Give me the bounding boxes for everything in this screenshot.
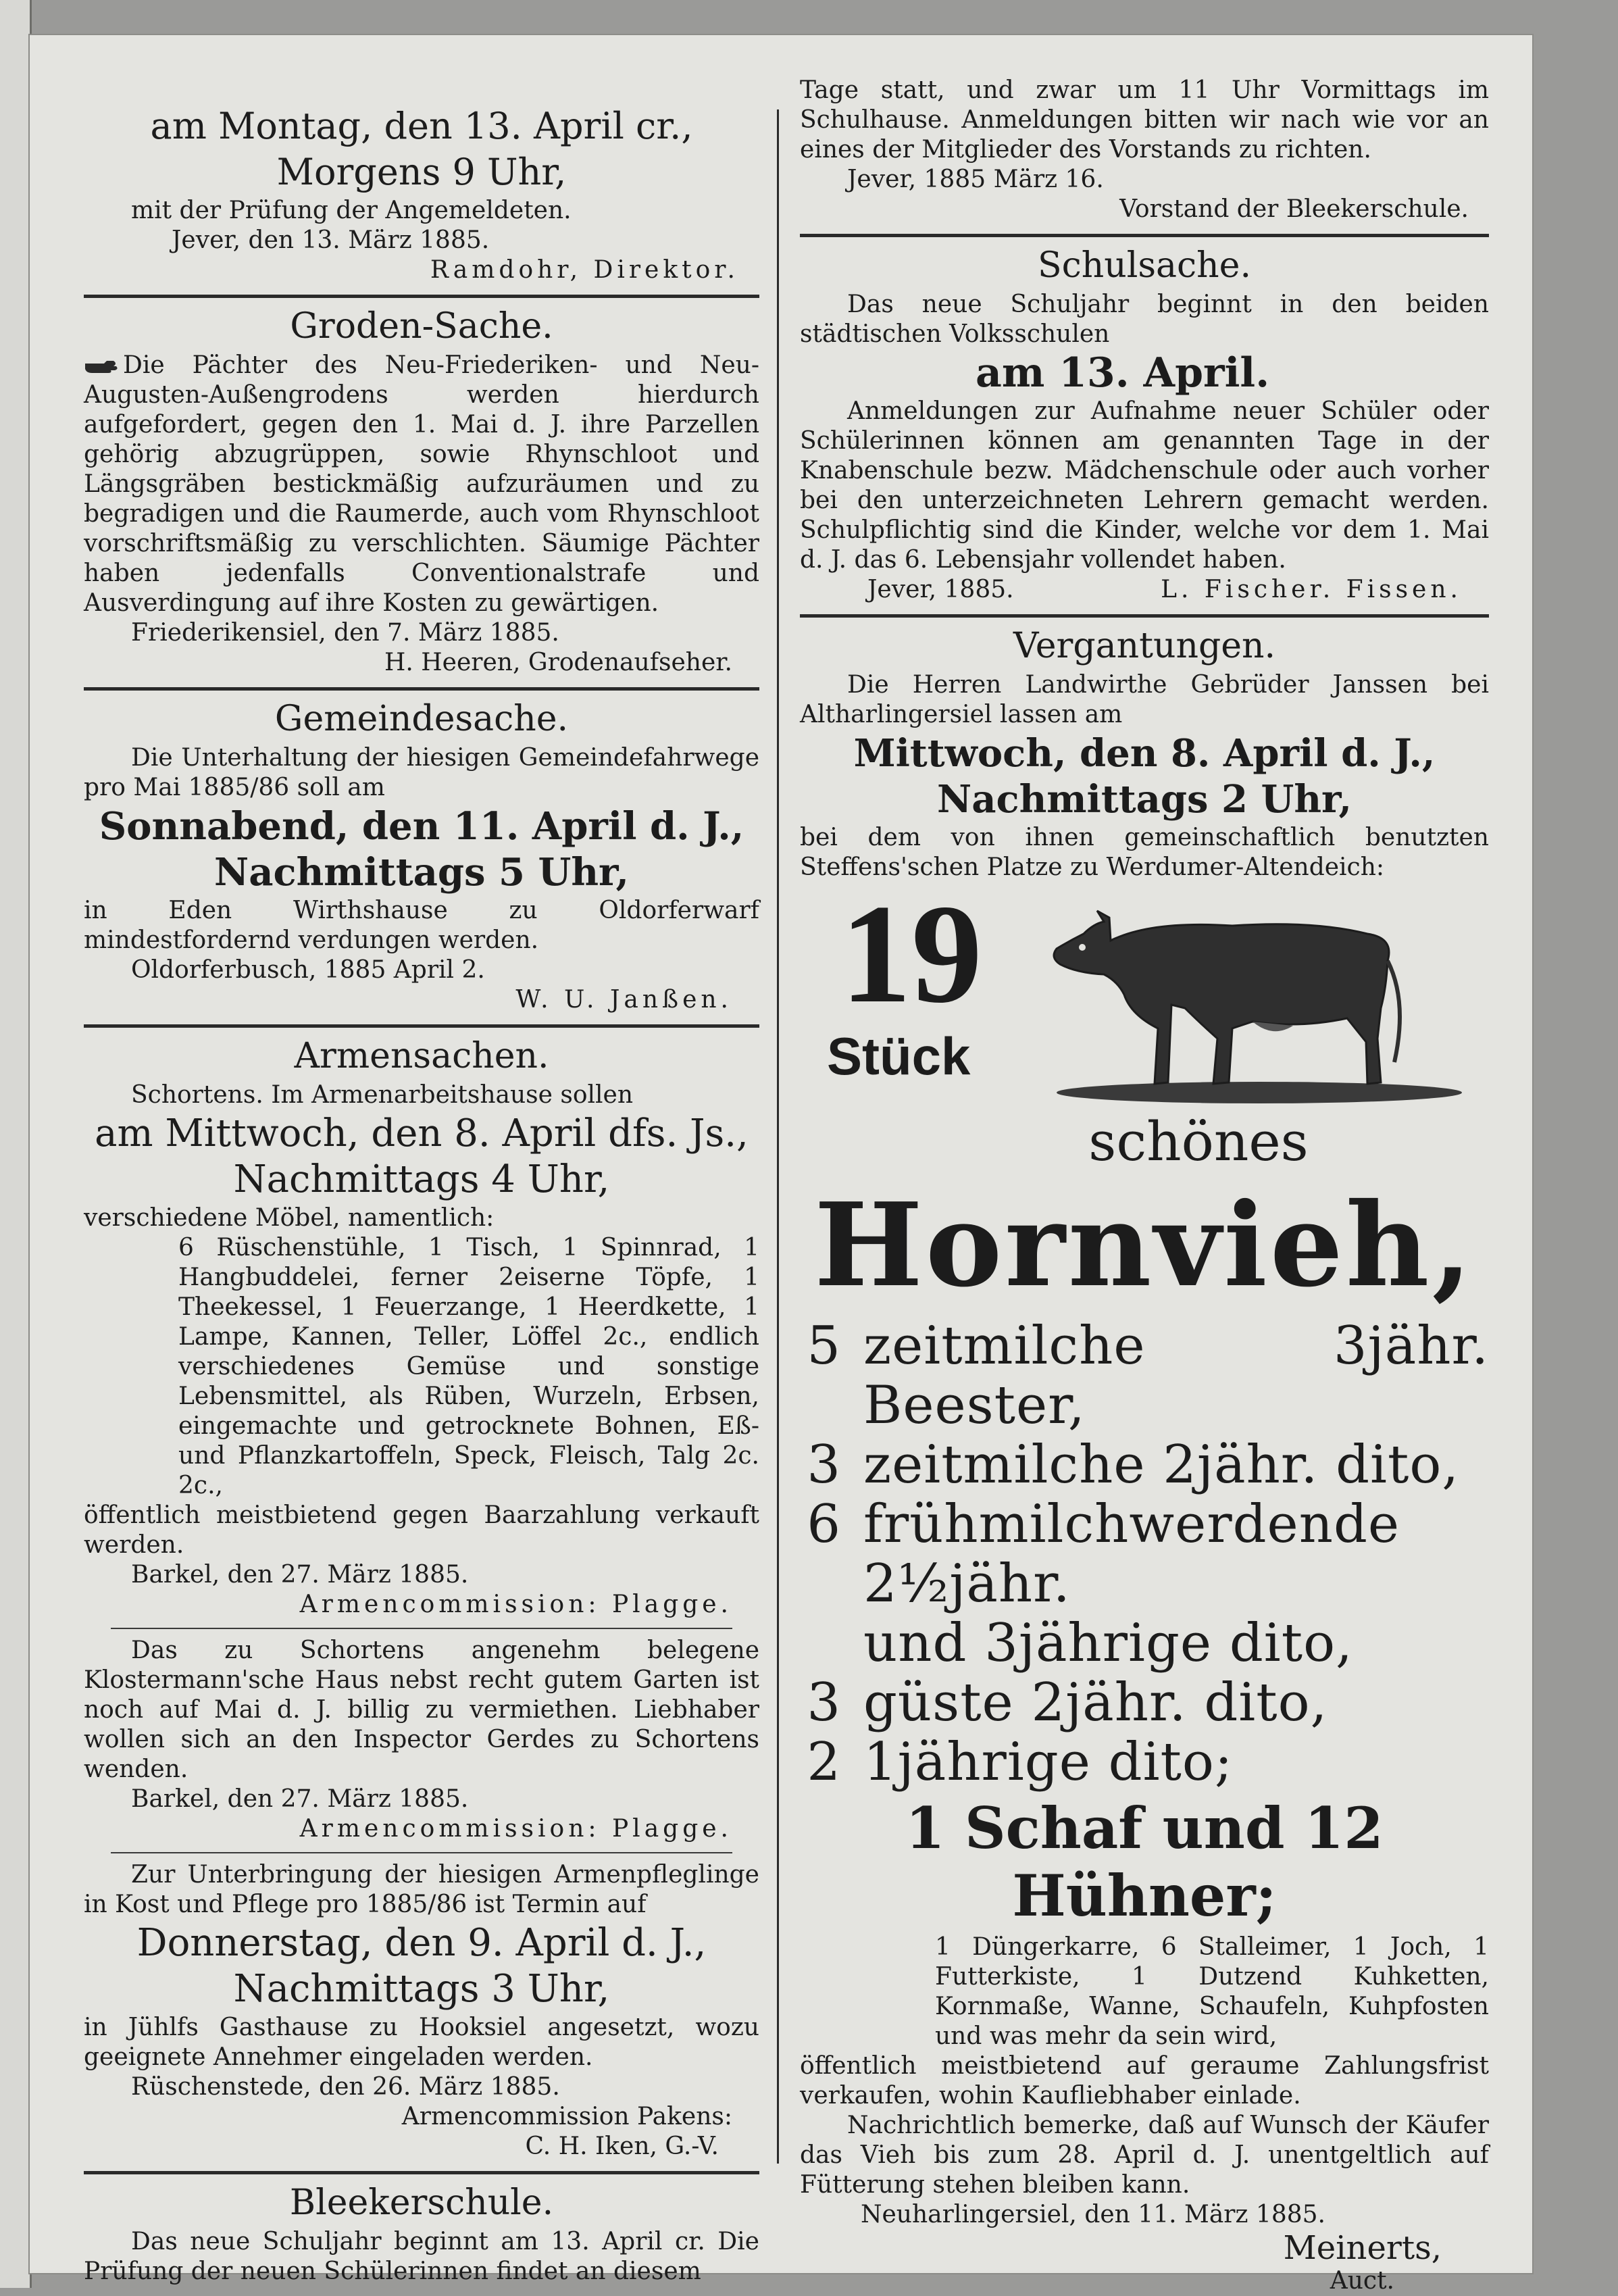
big-number: 19 (840, 876, 982, 1032)
ad-schul (800, 245, 1489, 605)
bleeker-body: Das neue Schuljahr beginnt am 13. April cr. Die Prüfung der neuen Schülerinnen findet an diesem (84, 2228, 759, 2285)
vergant-signature1: Meinerts, (1283, 2229, 1442, 2267)
groden-body (84, 351, 759, 618)
cattle-count: 3 (807, 1434, 840, 1495)
armen-items: 6 Rüschenstühle, 1 Tisch, 1 Spinnrad, 1 Hangbuddelei, ferner 2eiserne Töpfe, 1 Theekessel, 1 Feuerzange, 1 Heerdkette, 1 Lampe, Kannen, Teller, Löffel 2c., endlich verschiedenes Gemüse und sonstige Lebensmittel, als Rüben, Wurzeln, Erbsen, eingemachte und getrocknete Bohnen, Eß- und Pflanzkartoffeln, Speck, Fleisch, Talg 2c. 2c., (178, 1234, 759, 1499)
bleeker-heading: Bleekerschule. (289, 2182, 554, 2223)
schul-date: am 13. April. (976, 349, 1270, 397)
pointing-hand-icon (84, 358, 119, 376)
separator-rule (800, 234, 1489, 237)
separator-rule (84, 687, 759, 691)
newspaper-page (30, 35, 1532, 2295)
separator-rule (800, 614, 1489, 618)
armen-close: öffentlich meistbietend gegen Baarzahlung verkauft werden. (84, 1501, 759, 1559)
gemeinde-date2: Nachmittags 5 Uhr, (214, 850, 629, 895)
ad-kloster (84, 1636, 759, 1844)
ad-gemeinde (84, 699, 759, 1015)
bleeker-cont-place: Jever, 1885 März 16. (847, 166, 1104, 193)
montag-line3: mit der Prüfung der Angemeldeten. (131, 197, 572, 224)
groden-heading: Groden-Sache. (290, 306, 553, 347)
schul-heading: Schulsache. (1038, 245, 1251, 286)
groden-body-text: Die Pächter des Neu-Friederiken- und Neu-Augusten-Außengrodens werden hierdurch aufgefordert, gegen den 1. Mai d. J. ihre Parzellen gehörig abzugrüppen, sowie Rhynschloot und Längsgräben bestickmäßig aufzuräumen und zu begradigen und die Raumerde, auch vom Rhynschloot vorschriftsmäßig zu verschlichten. Säumige Pächter haben jedenfalls Conventionalstrafe und Ausverdingung auf ihre Kosten zu gewärtigen. (84, 351, 759, 617)
ad-pflege (84, 1860, 759, 2162)
cattle-row (800, 1673, 1489, 1732)
cattle-count: 5 (807, 1316, 840, 1376)
separator-rule (84, 2171, 759, 2174)
armen-date2: Nachmittags 4 Uhr, (233, 1157, 610, 1201)
ad-bleeker-continued (800, 76, 1489, 224)
armen-date1: am Mittwoch, den 8. April dfs. Js., (95, 1112, 749, 1155)
gemeinde-intro: Die Unterhaltung der hiesigen Gemeindefahrwege pro Mai 1885/86 soll am (84, 744, 759, 801)
hornvieh-title: Hornvieh, (814, 1178, 1475, 1313)
cattle-count: 2 (807, 1732, 840, 1793)
schul-body: Anmeldungen zur Aufnahme neuer Schüler oder Schülerinnen können am genannten Tage in der Knabenschule bezw. Mädchenschule oder auch vorher bei den unterzeichneten Lehrern gemacht werden. Schulpflichtig sind die Kinder, welche vor dem 1. Mai d. J. das 6. Lebensjahr vollendet haben. (800, 397, 1489, 574)
pflege-place: Rüschenstede, den 26. März 1885. (131, 2073, 560, 2101)
cattle-row (800, 1732, 1489, 1792)
ad-armen (84, 1036, 759, 1620)
armen-intro: Schortens. Im Armenarbeitshause sollen (131, 1081, 634, 1109)
schul-footer (800, 575, 1489, 605)
montag-signature: Ramdohr, Direktor. (430, 256, 739, 284)
cattle-description: frühmilchwerdende 2½jähr. (863, 1494, 1400, 1614)
armen-heading: Armensachen. (294, 1036, 549, 1076)
cattle-row (800, 1435, 1489, 1495)
cattle-description: 1jährige dito; (863, 1732, 1234, 1793)
kloster-signature: Armencommission: Plagge. (299, 1815, 732, 1843)
stueck-label: Stück (827, 1026, 971, 1086)
bleeker-cont-signature: Vorstand der Bleekerschule. (1119, 195, 1469, 223)
cattle-count: 3 (807, 1672, 840, 1733)
vergant-close: öffentlich meistbietend auf geraume Zahlungsfrist verkaufen, wohin Kaufliebhaber einlade. (800, 2052, 1489, 2110)
ad-bleeker (84, 2182, 759, 2287)
armen-signature: Armencommission: Plagge. (299, 1591, 732, 1618)
cattle-row (800, 1614, 1489, 1673)
cattle-description: und 3jährige dito, (863, 1613, 1353, 1674)
groden-place: Friederikensiel, den 7. März 1885. (131, 619, 559, 647)
pflege-signature1: Armencommission Pakens: (401, 2103, 732, 2130)
vergant-date1: Mittwoch, den 8. April d. J., (853, 731, 1436, 776)
schul-intro: Das neue Schuljahr beginnt in den beiden städtischen Volksschulen (800, 291, 1489, 348)
pflege-intro: Zur Unterbringung der hiesigen Armenpfleglinge in Kost und Pflege pro 1885/86 ist Termin auf (84, 1861, 759, 1918)
vergant-signature2: Auct. (1330, 2267, 1394, 2295)
vergant-intro: Die Herren Landwirthe Gebrüder Janssen bei Altharlingersiel lassen am (800, 671, 1489, 728)
thin-rule (111, 1628, 732, 1629)
bleeker-cont-body: Tage statt, und zwar um 11 Uhr Vormittags im Schulhause. Anmeldungen bitten wir nach wie vor an eines der Mitglieder des Vorstands zu richten. (800, 76, 1489, 164)
gemeinde-heading: Gemeindesache. (274, 699, 569, 739)
kloster-place: Barkel, den 27. März 1885. (131, 1785, 469, 1813)
cattle-description: zeitmilche 2jähr. dito, (863, 1434, 1460, 1495)
schaf-line: 1 Schaf und 12 Hühner; (905, 1795, 1384, 1929)
separator-rule (84, 1024, 759, 1028)
groden-signature: H. Heeren, Grodenaufseher. (384, 649, 732, 676)
cattle-count: 6 (807, 1494, 840, 1555)
vergant-note: Nachrichtlich bemerke, daß auf Wunsch der Käufer das Vieh bis zum 28. April d. J. unentgeltlich auf Fütterung stehen bleiben kann. (800, 2112, 1489, 2199)
separator-rule (84, 295, 759, 298)
cattle-row (800, 1316, 1489, 1435)
montag-line2: Morgens 9 Uhr, (276, 151, 567, 193)
gemeinde-date1: Sonnabend, den 11. April d. J., (99, 804, 744, 849)
schul-signature: L. Fischer. Fissen. (1161, 576, 1462, 603)
cow-illustration-icon (1030, 893, 1462, 1109)
montag-line1: am Montag, den 13. April cr., (150, 105, 693, 147)
armen-lead: verschiedene Möbel, namentlich: (84, 1204, 495, 1232)
cattle-description: güste 2jähr. dito, (863, 1672, 1328, 1733)
gemeinde-place: Oldorferbusch, 1885 April 2. (131, 956, 485, 984)
armen-place: Barkel, den 27. März 1885. (131, 1561, 469, 1589)
gemeinde-signature: W. U. Janßen. (515, 986, 732, 1014)
cattle-count (800, 1614, 840, 1673)
column-divider (777, 109, 779, 2164)
vergant-date2: Nachmittags 2 Uhr, (937, 777, 1352, 822)
schul-place: Jever, 1885. (867, 576, 1014, 603)
schoenes-label: schönes (1088, 1110, 1309, 1173)
pflege-body: in Jühlfs Gasthause zu Hooksiel angesetzt, wozu geeignete Annehmer eingeladen werden. (84, 2014, 759, 2071)
ad-vergantungen (800, 626, 1489, 2296)
gemeinde-body: in Eden Wirthshause zu Oldorferwarf mindestfordernd verdungen werden. (84, 897, 759, 954)
thin-rule (111, 1852, 732, 1853)
pflege-date2: Nachmittags 3 Uhr, (233, 1967, 610, 2011)
vergant-place: Neuharlingersiel, den 11. März 1885. (861, 2201, 1325, 2228)
pflege-signature2: C. H. Iken, G.-V. (525, 2132, 719, 2160)
vergant-heading: Vergantungen. (1013, 626, 1276, 666)
previous-page-edge (0, 0, 32, 2288)
cattle-list (800, 1316, 1489, 1792)
kloster-body: Das zu Schortens angenehm belegene Klostermann'sche Haus nebst recht gutem Garten ist noch auf Mai d. J. billig zu vermiethen. Liebhaber wollen sich an den Inspector Gerdes zu Schortens wenden. (84, 1637, 759, 1783)
ad-montag (84, 104, 759, 285)
right-column (800, 76, 1489, 2296)
pflege-date1: Donnerstag, den 9. April d. J., (136, 1921, 707, 1965)
vergant-body: bei dem von ihnen gemeinschaftlich benutzten Steffens'schen Platze zu Werdumer-Altendeich: (800, 824, 1489, 881)
ad-groden (84, 306, 759, 678)
cattle-row (800, 1495, 1489, 1614)
cow-block (800, 876, 1489, 1109)
left-column (84, 103, 759, 2287)
vergant-extras: 1 Düngerkarre, 6 Stalleimer, 1 Joch, 1 Futterkiste, 1 Dutzend Kuhketten, Kornmaße, Wanne, Schaufeln, Kuhpfosten und was mehr da sein wird, (935, 1933, 1489, 2050)
cattle-description: zeitmilche 3jähr. Beester, (863, 1316, 1489, 1436)
montag-line4: Jever, den 13. März 1885. (172, 226, 490, 254)
